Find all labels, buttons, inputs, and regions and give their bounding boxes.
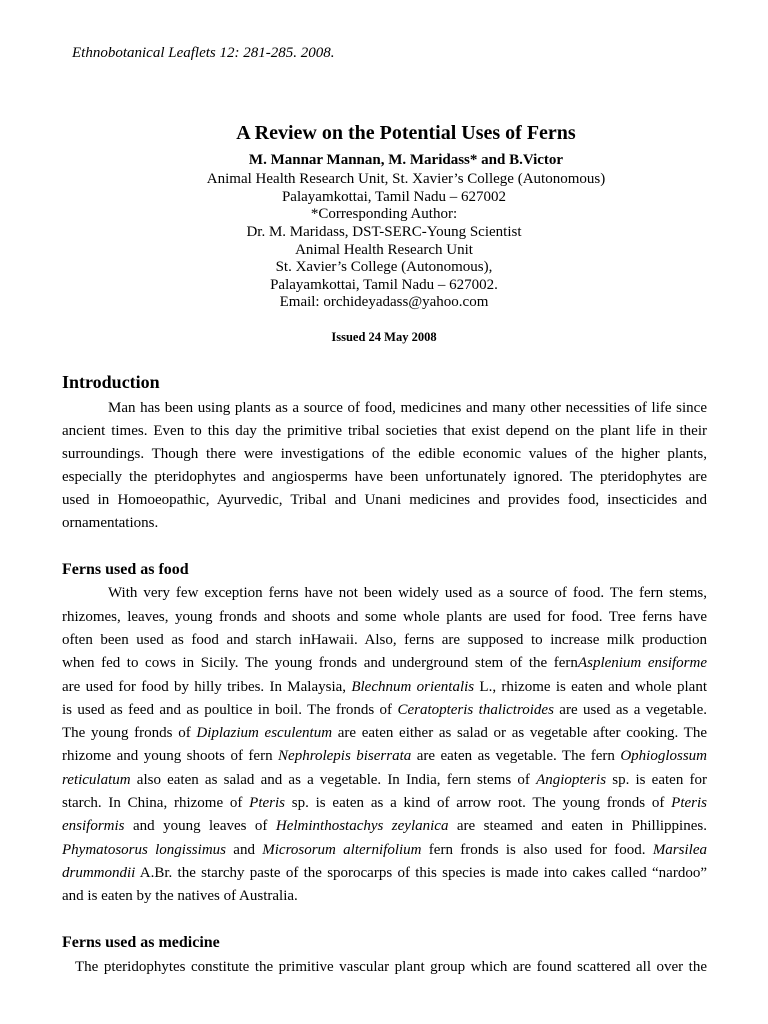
- text-run: A.Br. the starchy paste of the sporocarps of this species is made into cakes called “nardoo”: [135, 864, 707, 881]
- text-run: ornamentations.: [62, 514, 159, 531]
- text-run: surroundings. Though there were investigations of the edible economic values of the higher plants,: [62, 445, 707, 462]
- text-run: are eaten as vegetable. The fern: [411, 748, 621, 765]
- text-run: are steamed and eaten in Phillippines.: [448, 818, 707, 835]
- text-run: are used as a vegetable.: [553, 701, 707, 718]
- contact-email: Email: orchideyadass@yahoo.com: [279, 294, 489, 311]
- species-name: Ophioglossum: [620, 748, 708, 765]
- text-run: are used for food by hilly tribes. In Malaysia,: [62, 678, 352, 695]
- paragraph-food: [62, 582, 707, 908]
- paper-title: A Review on the Potential Uses of Ferns: [236, 122, 576, 144]
- text-line: [62, 676, 707, 699]
- text-line: [62, 745, 707, 768]
- species-name: Angiopteris: [536, 771, 607, 788]
- species-name: Blechnum orientalis: [351, 678, 475, 695]
- paragraph-medicine: [62, 956, 707, 979]
- text-line: [62, 512, 707, 535]
- text-line: [62, 582, 707, 605]
- affiliation-line: Animal Health Research Unit, St. Xavier’s College (Autonomous): [206, 171, 606, 188]
- text-line: [62, 839, 707, 862]
- text-run: With very few exception ferns have not been widely used as a source of food. The fern stems,: [108, 585, 707, 602]
- species-name: Helminthostachys zeylanica: [275, 818, 449, 835]
- text-run: and young leaves of: [124, 818, 276, 835]
- text-line: [62, 815, 707, 838]
- affiliation-line: Palayamkottai, Tamil Nadu – 627002.: [270, 276, 498, 293]
- affiliation-line: Palayamkottai, Tamil Nadu – 627002: [281, 188, 507, 205]
- species-name: ensiformis: [62, 818, 125, 835]
- text-run: rhizome and young shoots of fern: [62, 748, 279, 765]
- text-line: [62, 397, 707, 420]
- text-run: The young fronds of: [62, 725, 197, 742]
- paragraph-introduction: [62, 397, 707, 535]
- text-line: [62, 885, 707, 908]
- text-run: ancient times. Even to this day the primitive tribal societies that exist depend on the plant life in their: [62, 422, 707, 439]
- text-line: [62, 420, 707, 443]
- text-run: is used as feed and as poultice in boil. The fronds of: [62, 701, 398, 718]
- affiliation-block: [0, 171, 768, 312]
- section-heading-food: Ferns used as food: [62, 561, 189, 578]
- text-run: especially the pteridophytes and angiosperms have been unfortunately ignored. The pteridophytes are: [62, 468, 707, 485]
- species-name: Pteris: [671, 795, 707, 812]
- text-run: rhizomes, leaves, young fronds and shoots and some whole plants are used for food. Tree ferns have: [62, 608, 707, 625]
- text-run: are eaten either as salad or as vegetable after cooking. The: [332, 725, 707, 742]
- text-run: and: [225, 841, 263, 858]
- corresponding-author-label: *Corresponding Author:: [310, 206, 458, 223]
- text-line: [62, 956, 707, 979]
- text-run: L., rhizome is eaten and whole plant: [474, 678, 708, 695]
- affiliation-line: Dr. M. Maridass, DST-SERC-Young Scientist: [246, 223, 522, 240]
- section-heading-introduction: Introduction: [62, 372, 160, 392]
- affiliation-line: St. Xavier’s College (Autonomous),: [275, 259, 493, 276]
- text-run: and is eaten by the natives of Australia.: [62, 888, 298, 905]
- species-name: Nephrolepis biserrata: [278, 748, 412, 765]
- species-name: Asplenium ensiforme: [577, 655, 708, 672]
- text-line: [62, 792, 707, 815]
- text-run: also eaten as salad and as a vegetable. In India, fern stems of: [130, 771, 537, 788]
- text-line: [62, 699, 707, 722]
- text-line: [62, 862, 707, 885]
- text-run: often been used as food and starch inHawaii. Also, ferns are supposed to increase milk production: [62, 631, 707, 648]
- species-name: Diplazium esculentum: [196, 725, 333, 742]
- text-line: [62, 466, 707, 489]
- text-run: fern fronds is also used for food.: [421, 841, 653, 858]
- text-line: [62, 606, 707, 629]
- species-name: Phymatosorus longissimus: [62, 841, 226, 858]
- author-list: M. Mannar Mannan, M. Maridass* and B.Victor: [248, 152, 564, 168]
- affiliation-line: Animal Health Research Unit: [295, 241, 473, 258]
- text-run: The pteridophytes constitute the primitive vascular plant group which are found scattered all over the: [75, 959, 707, 976]
- text-run: sp. is eaten for: [606, 771, 707, 788]
- text-line: [62, 629, 707, 652]
- text-run: used in Homoeopathic, Ayurvedic, Tribal and Unani medicines and provides food, insecticides and: [62, 491, 707, 508]
- species-name: drummondii: [62, 864, 136, 881]
- text-line: [62, 443, 707, 466]
- issued-date: Issued 24 May 2008: [331, 330, 437, 344]
- text-line: [62, 652, 707, 675]
- species-name: Pteris: [249, 795, 285, 812]
- section-heading-medicine: Ferns used as medicine: [62, 934, 220, 951]
- text-line: [62, 769, 707, 792]
- species-name: Microsorum alternifolium: [262, 841, 422, 858]
- text-line: [62, 489, 707, 512]
- journal-citation: Ethnobotanical Leaflets 12: 281-285. 2008.: [72, 45, 335, 61]
- text-run: when fed to cows in Sicily. The young fronds and underground stem of the fern: [62, 655, 578, 672]
- text-line: [62, 722, 707, 745]
- species-name: reticulatum: [62, 771, 131, 788]
- text-run: Man has been using plants as a source of food, medicines and many other necessities of life since: [108, 399, 707, 416]
- text-run: sp. is eaten as a kind of arrow root. The young fronds of: [285, 795, 672, 812]
- species-name: Ceratopteris thalictroides: [397, 701, 554, 718]
- species-name: Marsilea: [652, 841, 707, 858]
- text-run: starch. In China, rhizome of: [62, 795, 250, 812]
